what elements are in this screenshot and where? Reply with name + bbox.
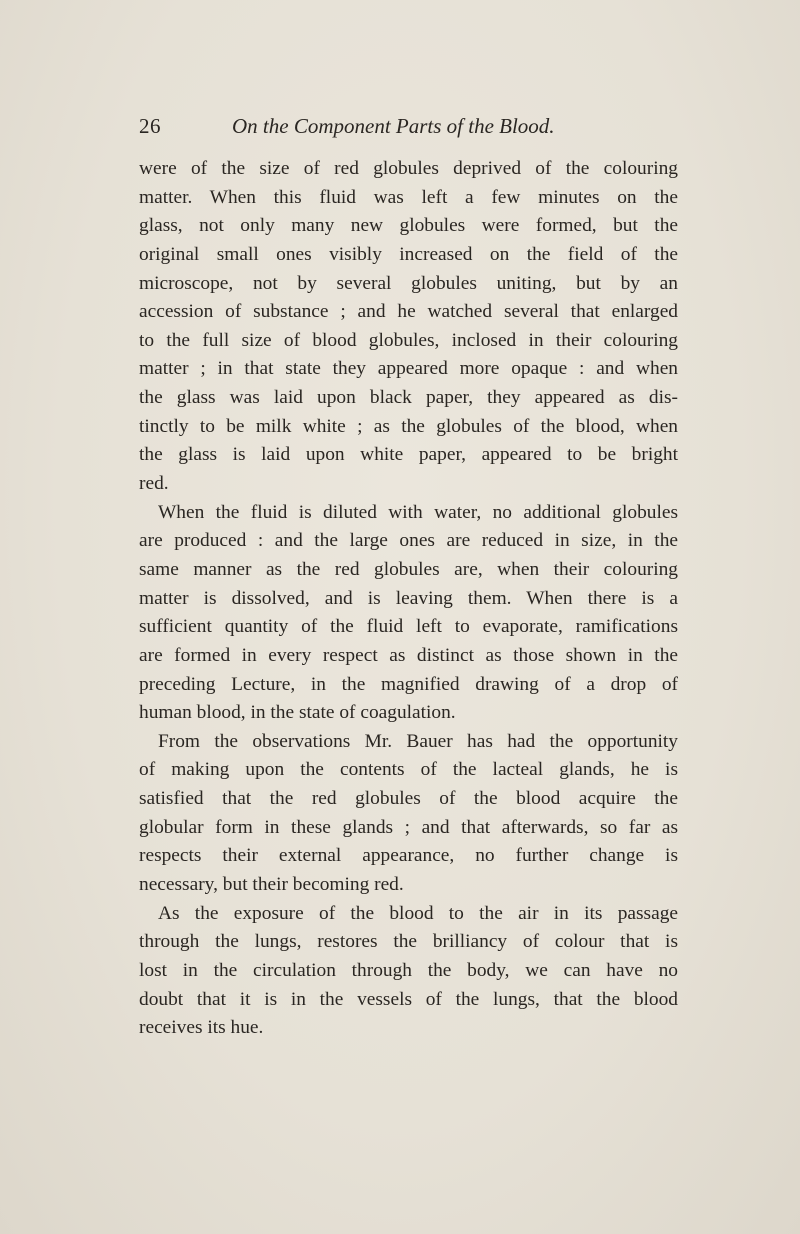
text-line: From the observations Mr. Bauer has had the opportunity [158, 730, 678, 752]
page-number: 26 [139, 114, 161, 138]
text-line: doubt that it is in the vessels of the lungs, that the blood [139, 988, 678, 1010]
text-line: matter. When this fluid was left a few minutes on the [139, 186, 678, 208]
body-text [139, 155, 678, 1043]
running-title: On the Component Parts of the Blood. [232, 114, 555, 138]
running-head [127, 114, 677, 144]
text-line: were of the size of red globules deprived of the colouring [139, 158, 678, 179]
text-line: matter is dissolved, and is leaving them. When there is a [139, 587, 678, 609]
text-line: receives its hue. [139, 1017, 264, 1039]
text-line: same manner as the red globules are, when their colouring [139, 558, 678, 580]
text-line: satisfied that the red globules of the blood acquire the [139, 788, 678, 810]
text-line: to the full size of blood globules, inclosed in their colouring [139, 329, 678, 351]
text-line: original small ones visibly increased on the field of the [139, 243, 678, 265]
text-line: accession of substance ; and he watched several that enlarged [139, 301, 678, 323]
text-line: are produced : and the large ones are reduced in size, in the [139, 530, 678, 552]
text-line: human blood, in the state of coagulation. [139, 702, 456, 724]
text-line: are formed in every respect as distinct as those shown in the [139, 644, 678, 666]
text-line: microscope, not by several globules uniting, but by an [139, 272, 678, 294]
text-line: tinctly to be milk white ; as the globules of the blood, when [139, 415, 678, 437]
text-line: preceding Lecture, in the magnified drawing of a drop of [139, 673, 678, 695]
text-line: red. [139, 473, 169, 495]
text-line: matter ; in that state they appeared more opaque : and when [139, 358, 678, 380]
text-line: When the fluid is diluted with water, no additional globules [158, 501, 678, 523]
text-line: glass, not only many new globules were formed, but the [139, 215, 678, 237]
text-line: sufficient quantity of the fluid left to evaporate, ramifications [139, 616, 678, 638]
text-line: necessary, but their becoming red. [139, 874, 404, 896]
text-line: of making upon the contents of the lacteal glands, he is [139, 759, 678, 781]
text-line: respects their external appearance, no further change is [139, 845, 678, 867]
text-line: through the lungs, restores the brilliancy of colour that is [139, 931, 678, 953]
text-line: the glass was laid upon black paper, they appeared as dis- [139, 387, 678, 409]
text-line: As the exposure of the blood to the air in its passage [158, 902, 678, 924]
text-line: lost in the circulation through the body, we can have no [139, 959, 678, 981]
text-line: globular form in these glands ; and that afterwards, so far as [139, 816, 678, 838]
text-line: the glass is laid upon white paper, appeared to be bright [139, 444, 678, 466]
